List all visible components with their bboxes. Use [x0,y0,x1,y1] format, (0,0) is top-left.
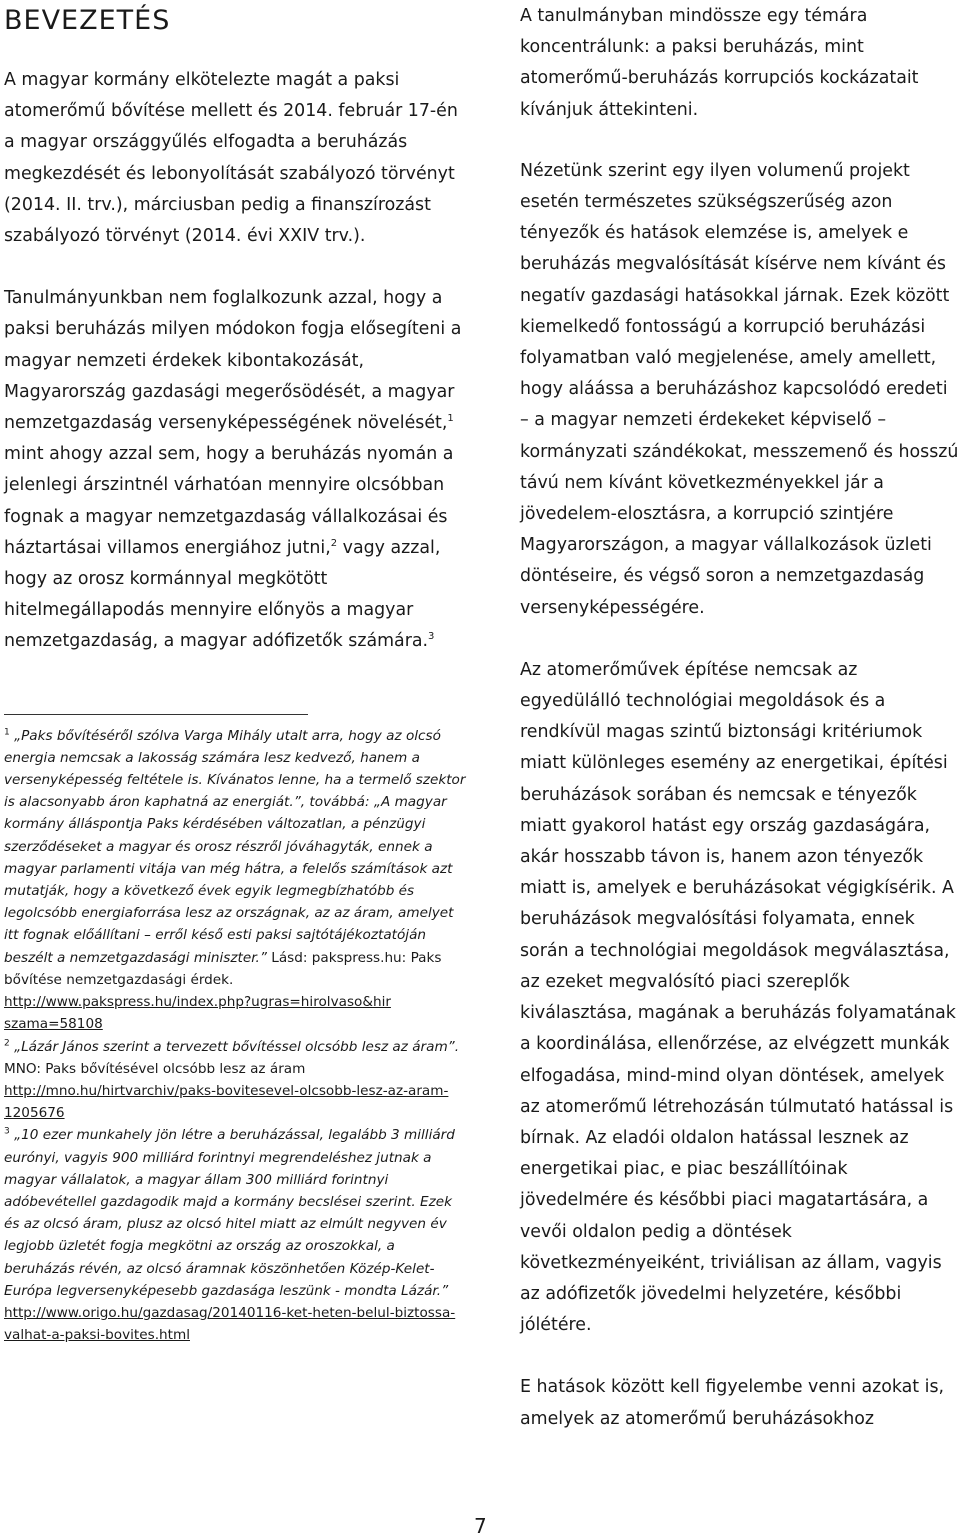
focus-paragraph: A tanulmányban mindössze egy témára koncentrálunk: a paksi beruházás, mint atomerőmű-beruházás korrupciós kockázatait kívánjuk áttekinteni. [520,6,919,120]
footnote-2-link[interactable]: http://mno.hu/hirtvarchiv/paks-bovitesevel-olcsobb-lesz-az-aram-1205676 [4,1082,449,1122]
left-column [4,0,466,1346]
footnote-ref-1[interactable]: 1 [447,413,454,425]
footnote-3 [4,1124,466,1346]
footnote-1-quote: „Paks bővítéséről szólva Varga Mihály utalt arra, hogy az olcsó energia nemcsak a lakosság számára lesz kedvező, hanem a versenyképesség feltétele is. Kívánatos lenne, ha a termelő szektor is alacsonyabb áron kaphatná az energiát.”, továbbá: „A magyar kormány álláspontja Paks kérdésében változatlan, a pénzügyi szerződéseket a magyar és orosz részről jóváhagyták, ennek a magyar parlamenti vitája van még hátra, a felelős számítások azt mutatják, hogy a következő évek egyik legmegbízhatóbb és legolcsóbb energiaforrása lesz az országnak, az az áram, amelyet itt fognak előállítani – erről késő esti paksi sajtótájékoztatóján beszélt a nemzetgazdasági miniszter.” [4,727,466,966]
footnote-2-number: 2 [4,1037,10,1048]
scope-text-c: vagy azzal, hogy az orosz kormánnyal megkötött hitelmegállapodás mennyire előnyös a magyar nemzetgazdaság, a magyar adófizetők számára. [4,537,441,652]
effects-paragraph: E hatások között kell figyelembe venni azokat is, amelyek az atomerőmű beruházásokhoz [520,1377,945,1429]
corruption-paragraph: Nézetünk szerint egy ilyen volumenű projekt esetén természetes szükségszerűség azon tényezők és hatások elemzése is, amelyek e beruházás megvalósítását kísérve nem kívánt és negatív gazdasági hatásokkal járnak. Ezek között kiemelkedő fontosságú a korrupció beruházási folyamatban való megjelenése, amely amellett, hogy aláássa a beruházáshoz kapcsolódó eredeti – a magyar nemzeti érdekeket képviselő – kormányzati szándékokat, messzemenő és hosszú távú nem kívánt következményekkel jár a jövedelem-elosztásra, a korrupció szintjére Magyarországon, a magyar vállalkozások üzleti döntéseire, és végső soron a nemzetgazdaság versenyképességére. [520,160,959,618]
right-column [520,0,960,1435]
intro-paragraph: A magyar kormány elkötelezte magát a paksi atomerőmű bővítése mellett és 2014. február 17-én a magyar országgyűlés elfogadta a beruházás megkezdését és lebonyolítását szabályozó törvényt (2014. II. trv.), márciusban pedig a finanszírozást szabályozó törvényt (2014. évi XXIV trv.). [4,70,458,247]
footnote-2-source: MNO: Paks bővítésével olcsóbb lesz az áram [4,1060,306,1077]
footnote-2-quote: „Lázár János szerint a tervezett bővítéssel olcsóbb lesz az áram”. [14,1038,460,1055]
footnote-2 [4,1036,466,1125]
footnote-1 [4,725,466,1036]
footnote-1-number: 1 [4,727,10,738]
footnote-3-number: 3 [4,1126,10,1137]
footnote-ref-3[interactable]: 3 [428,631,435,643]
section-heading: BEVEZETÉS [4,5,171,36]
scope-text-b: mint ahogy azzal sem, hogy a beruházás nyomán a jelenlegi árszintnél várhatóan mennyire olcsóbban fognak a magyar nemzetgazdaság vállalkozásai és háztartásai villamos energiához jutni, [4,444,454,558]
footnote-ref-2[interactable]: 2 [330,538,338,550]
footnote-1-source: Lásd: pakspress.hu: Paks bővítése nemzetgazdasági érdek. [4,949,442,988]
footnote-1-link[interactable]: http://www.pakspress.hu/index.php?ugras=hirolvaso&hir szama=58108 [4,994,391,1033]
scope-text-a: Tanulmányunkban nem foglalkozunk azzal, hogy a paksi beruházás milyen módokon fogja elősegíteni a magyar nemzeti érdekek kibontakozását, Magyarország gazdasági megerősödését, a magyar nemzetgazdaság versenyképességének növelését, [4,288,462,434]
footnote-3-quote: „10 ezer munkahely jön létre a beruházással, legalább 3 milliárd eurónyi, vagyis 900 milliárd forintnyi megrendeléshez jutnak a magyar vállalatok, a magyar állam 300 milliárd forintnyi adóbevétellel gazdagodik majd a kormány becslései szerint. Ezek és az olcsó áram, plusz az olcsó hitel miatt az elmúlt negyven év legjobb üzletét fogja megkötni az ország az oroszokkal, a beruházás révén, az olcsó áramnak köszönhetően Közép-Kelet-Európa legversenyképesebb gazdasága leszünk - mondta Lázár.” [4,1127,455,1299]
scope-paragraph [4,283,466,657]
footnotes [4,725,466,1347]
page-number: 7 [474,1514,487,1538]
footnote-3-link[interactable]: http://www.origo.hu/gazdasag/20140116-ket-heten-belul-biztossa-valhat-a-paksi-bovites.html [4,1304,456,1344]
nuclear-plant-paragraph: Az atomerőművek építése nemcsak az egyedülálló technológiai megoldások és a rendkívül magas szintű biztonsági kritériumok miatt különleges esemény az energetikai, építési beruházások sorában és nemcsak e tényezők miatt gyakorol hatást egy ország gazdaságára, akár hosszabb távon is, hanem azon tényezők miatt is, amelyek e beruházásokat végigkísérik. A beruházások megvalósítási folyamata, ennek során a technológiai megoldások megválasztása, az ezeket megvalósító piaci szereplők kiválasztása, magának a beruházás folyamatának a koordinálása, ellenőrzése, az elvégzett munkák elfogadása, mind-mind olyan döntések, amelyek az atomerőmű létrehozásán túlmutató hatással is bírnak. Az eladói oldalon hatással lesznek az energetikai piac, e piac beszállítóinak jövedelmére és későbbi piaci magatartására, a vevői oldalon pedig a döntések következményeiként, triviálisan az állam, vagyis az adófizetők jövedelmi helyzetére, későbbi jólétére. [520,659,956,1336]
